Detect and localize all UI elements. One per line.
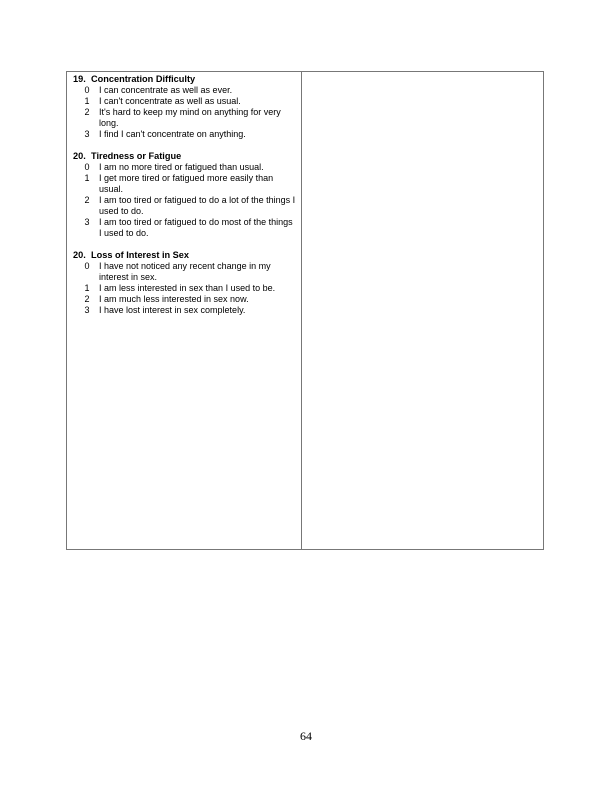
answer-option [73, 129, 301, 140]
option-score: 1 [84, 283, 90, 293]
empty-right-column [302, 72, 543, 549]
question-title [73, 250, 301, 261]
question-title [73, 151, 301, 162]
question-number: 20. [73, 250, 86, 260]
option-score: 3 [84, 217, 90, 227]
question-item [73, 250, 301, 316]
option-text: I am less interested in sex than I used to be. [99, 283, 276, 293]
page-number: 64 [300, 729, 312, 743]
question-number: 20. [73, 151, 86, 161]
option-score: 0 [84, 85, 90, 95]
answer-option [73, 96, 301, 107]
answer-option [73, 283, 301, 294]
question-item [73, 74, 301, 140]
question-item [73, 151, 301, 239]
option-score: 1 [84, 96, 90, 106]
question-title [73, 74, 301, 85]
answer-option [73, 85, 301, 96]
answer-option [73, 173, 301, 195]
option-text: I can concentrate as well as ever. [99, 85, 233, 95]
option-score: 0 [84, 162, 90, 172]
answer-option [73, 305, 301, 316]
answer-option [73, 217, 301, 239]
option-text: It's hard to keep my mind on anything for very long. [99, 107, 281, 128]
questions-column [67, 72, 302, 549]
option-text: I can't concentrate as well as usual. [99, 96, 241, 106]
option-score: 3 [84, 129, 90, 139]
answer-option [73, 162, 301, 173]
answer-option [73, 294, 301, 305]
questionnaire-table [66, 71, 544, 550]
option-text: I am no more tired or fatigued than usual. [99, 162, 264, 172]
option-text: I find I can't concentrate on anything. [99, 129, 246, 139]
option-text: I am much less interested in sex now. [99, 294, 249, 304]
option-score: 1 [84, 173, 90, 183]
option-text: I have lost interest in sex completely. [99, 305, 246, 315]
question-label: Tiredness or Fatigue [91, 151, 182, 161]
question-number: 19. [73, 74, 86, 84]
question-label: Loss of Interest in Sex [91, 250, 190, 260]
option-text: I am too tired or fatigued to do a lot of the things I used to do. [99, 195, 296, 216]
option-score: 3 [84, 305, 90, 315]
answer-option [73, 107, 301, 129]
option-score: 2 [84, 195, 90, 205]
option-text: I am too tired or fatigued to do most of the things I used to do. [99, 217, 293, 238]
option-score: 0 [84, 261, 90, 271]
option-text: I have not noticed any recent change in my interest in sex. [99, 261, 271, 282]
option-score: 2 [84, 107, 90, 117]
answer-option [73, 261, 301, 283]
answer-option [73, 195, 301, 217]
question-label: Concentration Difficulty [91, 74, 196, 84]
option-text: I get more tired or fatigued more easily than usual. [99, 173, 274, 194]
option-score: 2 [84, 294, 90, 304]
